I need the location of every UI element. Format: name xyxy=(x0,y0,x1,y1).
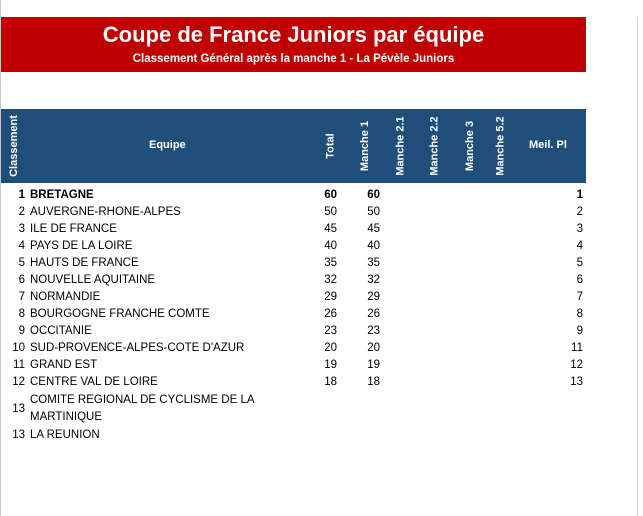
total-cell: 26 xyxy=(324,308,337,320)
sheet-top-margin xyxy=(0,0,643,17)
total-cell: 60 xyxy=(324,189,337,201)
team-cell: OCCITANIE xyxy=(30,325,92,337)
rank-cell: 13 xyxy=(12,403,25,415)
best-place-cell: 1 xyxy=(576,189,583,201)
total-cell: 29 xyxy=(324,291,337,303)
table-row xyxy=(1,187,586,204)
best-place-cell: 9 xyxy=(576,325,583,337)
table-row xyxy=(1,306,586,323)
rank-cell: 12 xyxy=(12,376,25,388)
rank-cell: 7 xyxy=(18,291,25,303)
table-row xyxy=(1,221,586,238)
total-cell: 23 xyxy=(324,325,337,337)
team-cell: CENTRE VAL DE LOIRE xyxy=(30,376,158,388)
header-total: Total xyxy=(325,133,337,159)
header-manche-5-2: Manche 5.2 xyxy=(495,116,507,176)
table-row xyxy=(1,427,586,444)
table-row xyxy=(1,204,586,221)
manche-1-cell: 45 xyxy=(367,223,380,235)
rank-cell: 1 xyxy=(18,189,25,201)
total-cell: 35 xyxy=(324,257,337,269)
header-classement: Classement xyxy=(8,115,21,177)
rank-cell: 4 xyxy=(18,240,25,252)
team-cell: SUD-PROVENCE-ALPES-COTE D'AZUR xyxy=(30,342,245,354)
best-place-cell: 3 xyxy=(576,223,583,235)
team-cell: NORMANDIE xyxy=(30,291,101,303)
manche-1-cell: 23 xyxy=(367,325,380,337)
table-row xyxy=(1,374,586,391)
total-cell: 18 xyxy=(324,376,337,388)
rank-cell: 9 xyxy=(18,325,25,337)
team-cell: ILE DE FRANCE xyxy=(30,223,117,235)
total-cell: 20 xyxy=(324,342,337,354)
header-equipe: Equipe xyxy=(149,139,186,151)
manche-1-cell: 60 xyxy=(367,189,380,201)
header-manche-1: Manche 1 xyxy=(359,120,372,172)
best-place-cell: 7 xyxy=(576,291,583,303)
rank-cell: 3 xyxy=(18,223,25,235)
best-place-cell: 13 xyxy=(570,376,583,388)
best-place-cell: 12 xyxy=(570,359,583,371)
manche-1-cell: 50 xyxy=(367,206,380,218)
best-place-cell: 5 xyxy=(576,257,583,269)
team-cell: BRETAGNE xyxy=(30,189,94,201)
rank-cell: 10 xyxy=(12,342,25,354)
table-row xyxy=(1,391,586,427)
page-subtitle: Classement Général après la manche 1 - La Pévèle Juniors xyxy=(132,53,455,65)
rank-cell: 2 xyxy=(18,206,25,218)
header-manche-2-2: Manche 2.2 xyxy=(429,116,441,176)
table-row xyxy=(1,323,586,340)
header-meil-pl: Meil. Pl xyxy=(529,139,567,151)
total-cell: 32 xyxy=(324,274,337,286)
best-place-cell: 6 xyxy=(576,274,583,286)
team-cell: LA REUNION xyxy=(30,429,100,441)
table-row xyxy=(1,238,586,255)
best-place-cell: 4 xyxy=(576,240,583,252)
rank-cell: 6 xyxy=(18,274,25,286)
team-cell: NOUVELLE AQUITAINE xyxy=(30,274,156,286)
table-row xyxy=(1,357,586,374)
team-cell: GRAND EST xyxy=(30,359,98,371)
table-row xyxy=(1,272,586,289)
rank-cell: 11 xyxy=(13,359,25,371)
table-row xyxy=(1,289,586,306)
team-cell: AUVERGNE-RHONE-ALPES xyxy=(30,206,181,218)
header-manche-3: Manche 3 xyxy=(464,120,477,172)
manche-1-cell: 32 xyxy=(367,274,380,286)
manche-1-cell: 18 xyxy=(367,376,380,388)
manche-1-cell: 26 xyxy=(367,308,380,320)
rank-cell: 5 xyxy=(18,257,25,269)
title-banner xyxy=(1,17,586,72)
table-row xyxy=(1,340,586,357)
rank-cell: 8 xyxy=(18,308,25,320)
total-cell: 50 xyxy=(324,206,337,218)
print-area-border xyxy=(637,17,638,516)
table-header xyxy=(1,109,586,183)
total-cell: 45 xyxy=(324,223,337,235)
page-title: Coupe de France Juniors par équipe xyxy=(102,22,485,47)
best-place-cell: 2 xyxy=(576,206,583,218)
best-place-cell: 8 xyxy=(576,308,583,320)
team-cell: HAUTS DE FRANCE xyxy=(30,257,139,269)
total-cell: 19 xyxy=(324,359,337,371)
manche-1-cell: 40 xyxy=(367,240,380,252)
team-cell: COMITE REGIONAL DE CYCLISME DE LA MARTINIQUE xyxy=(30,394,254,423)
team-cell: PAYS DE LA LOIRE xyxy=(30,240,133,252)
manche-1-cell: 35 xyxy=(367,257,380,269)
manche-1-cell: 20 xyxy=(367,342,380,354)
total-cell: 40 xyxy=(324,240,337,252)
manche-1-cell: 19 xyxy=(367,359,380,371)
rank-cell: 13 xyxy=(12,429,25,441)
team-cell: BOURGOGNE FRANCHE COMTE xyxy=(30,308,210,320)
table-row xyxy=(1,255,586,272)
header-manche-2-1: Manche 2.1 xyxy=(395,116,407,176)
best-place-cell: 11 xyxy=(571,342,583,354)
manche-1-cell: 29 xyxy=(367,291,380,303)
